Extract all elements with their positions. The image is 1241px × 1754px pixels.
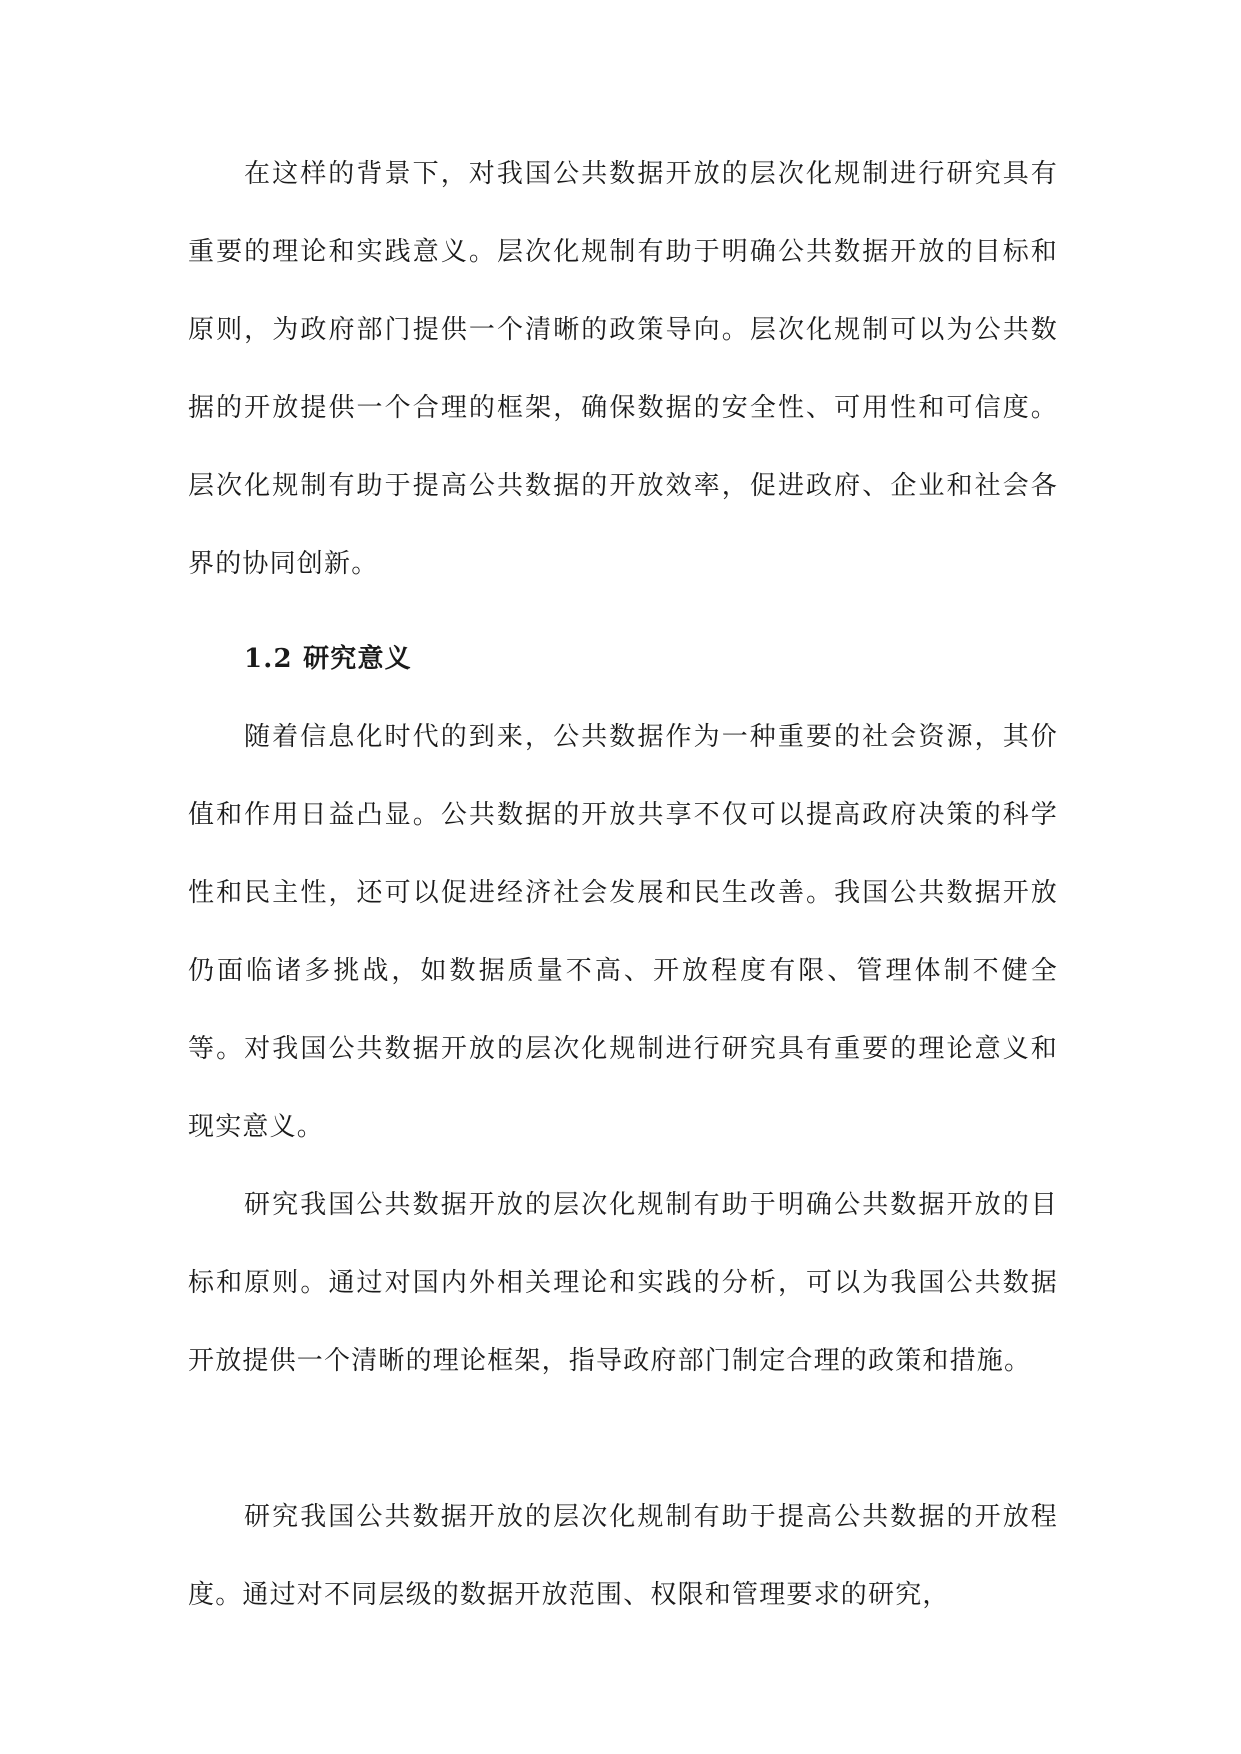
paragraph-openness (188, 1478, 1058, 1634)
paragraph-text: 随着信息化时代的到来，公共数据作为一种重要的社会资源，其价值和作用日益凸显。公共数据的开放共享不仅可以提高政府决策的科学性和民主性，还可以促进经济社会发展和民生改善。我国公共数据开放仍面临诸多挑战，如数据质量不高、开放程度有限、管理体制不健全等。对我国公共数据开放的层次化规制进行研究具有重要的理论意义和现实意义。 (188, 722, 1058, 1142)
paragraph-text: 研究我国公共数据开放的层次化规制有助于明确公共数据开放的目标和原则。通过对国内外相关理论和实践的分析，可以为我国公共数据开放提供一个清晰的理论框架，指导政府部门制定合理的政策和措施。 (188, 1190, 1058, 1376)
paragraph-text: 在这样的背景下，对我国公共数据开放的层次化规制进行研究具有重要的理论和实践意义。层次化规制有助于明确公共数据开放的目标和原则，为政府部门提供一个清晰的政策导向。层次化规制可以为公共数据的开放提供一个合理的框架，确保数据的安全性、可用性和可信度。层次化规制有助于提高公共数据的开放效率，促进政府、企业和社会各界的协同创新。 (188, 159, 1058, 579)
paragraph-text: 研究我国公共数据开放的层次化规制有助于提高公共数据的开放程度。通过对不同层级的数据开放范围、权限和管理要求的研究， (188, 1502, 1058, 1610)
section-heading-block (188, 620, 1058, 698)
paragraph-background (188, 135, 1058, 603)
paragraph-goals (188, 1166, 1058, 1400)
paragraph-significance (188, 698, 1058, 1166)
section-heading: 1.2 研究意义 (244, 644, 412, 674)
